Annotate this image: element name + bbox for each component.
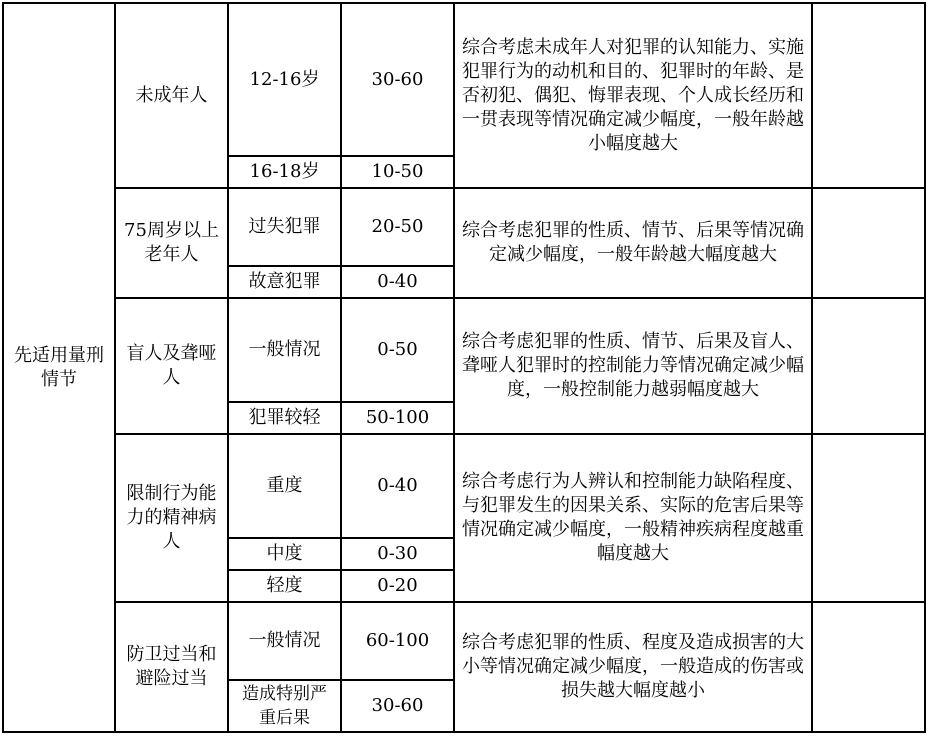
- notes-cell: [812, 3, 925, 188]
- notes-cell: [812, 434, 925, 602]
- table-row: [3, 188, 925, 266]
- condition-cell: 造成特别严重后果: [228, 680, 341, 732]
- condition-cell: 中度: [228, 538, 341, 570]
- description-cell: 综合考虑犯罪的性质、程度及造成损害的大小等情况确定减少幅度，一般造成的伤害或损失越大幅度越小: [454, 602, 812, 732]
- table-row: [3, 3, 925, 156]
- condition-cell: 轻度: [228, 570, 341, 602]
- notes-cell: [812, 602, 925, 732]
- notes-cell: [812, 298, 925, 434]
- description-cell: 综合考虑犯罪的性质、情节、后果及盲人、聋哑人犯罪时的控制能力等情况确定减少幅度，一般控制能力越弱幅度越大: [454, 298, 812, 434]
- condition-cell: 12-16岁: [228, 3, 341, 156]
- range-cell: 0-30: [341, 538, 454, 570]
- condition-cell: 犯罪较轻: [228, 402, 341, 434]
- group-name: 75周岁以上老年人: [115, 188, 228, 298]
- range-cell: 0-40: [341, 434, 454, 538]
- notes-cell: [812, 188, 925, 298]
- range-cell: 30-60: [341, 3, 454, 156]
- range-cell: 20-50: [341, 188, 454, 266]
- range-cell: 0-50: [341, 298, 454, 402]
- range-cell: 0-40: [341, 266, 454, 298]
- category-cell: 先适用量刑情节: [3, 3, 115, 732]
- description-cell: 综合考虑行为人辨认和控制能力缺陷程度、与犯罪发生的因果关系、实际的危害后果等情况确定减少幅度，一般精神疾病程度越重幅度越大: [454, 434, 812, 602]
- range-cell: 0-20: [341, 570, 454, 602]
- table-row: [3, 602, 925, 680]
- group-name: 限制行为能力的精神病人: [115, 434, 228, 602]
- range-cell: 30-60: [341, 680, 454, 732]
- group-name: 未成年人: [115, 3, 228, 188]
- range-cell: 60-100: [341, 602, 454, 680]
- condition-cell: 重度: [228, 434, 341, 538]
- condition-cell: 过失犯罪: [228, 188, 341, 266]
- group-name: 盲人及聋哑人: [115, 298, 228, 434]
- condition-cell: 一般情况: [228, 602, 341, 680]
- condition-cell: 故意犯罪: [228, 266, 341, 298]
- sentencing-table: [2, 2, 926, 733]
- description-cell: 综合考虑未成年人对犯罪的认知能力、实施犯罪行为的动机和目的、犯罪时的年龄、是否初犯、偶犯、悔罪表现、个人成长经历和一贯表现等情况确定减少幅度，一般年龄越小幅度越大: [454, 3, 812, 188]
- group-name: 防卫过当和避险过当: [115, 602, 228, 732]
- table-row: [3, 298, 925, 402]
- condition-cell: 一般情况: [228, 298, 341, 402]
- description-cell: 综合考虑犯罪的性质、情节、后果等情况确定减少幅度，一般年龄越大幅度越大: [454, 188, 812, 298]
- condition-cell: 16-18岁: [228, 156, 341, 188]
- table-row: [3, 434, 925, 538]
- range-cell: 50-100: [341, 402, 454, 434]
- range-cell: 10-50: [341, 156, 454, 188]
